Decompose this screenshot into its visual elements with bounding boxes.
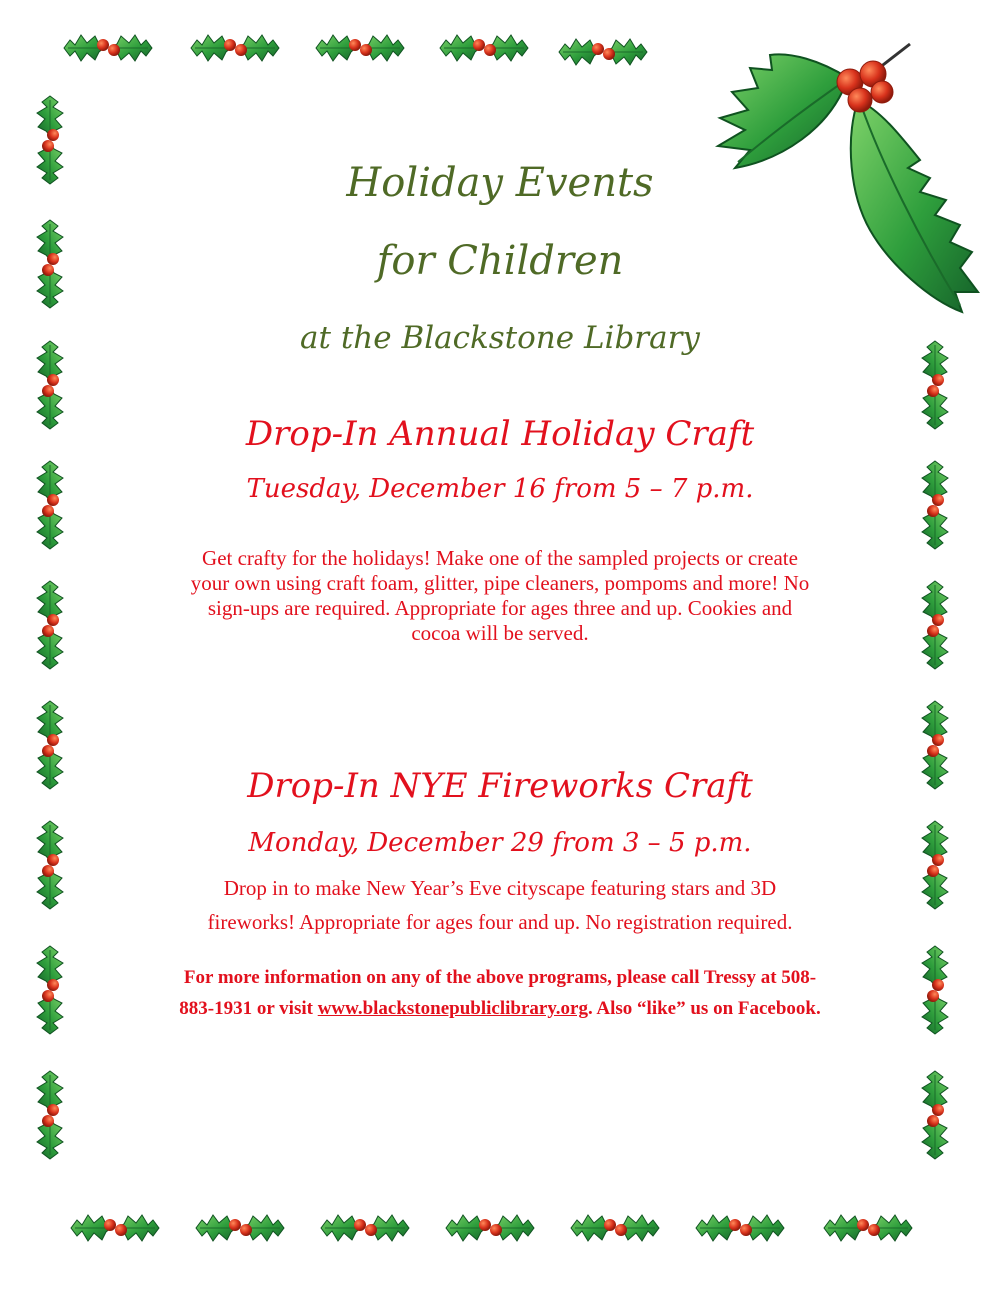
page-title-line-2: for Children — [376, 238, 624, 284]
event-1-date: Tuesday, December 16 from 5 – 7 p.m. — [246, 474, 754, 504]
info-line-1: For more information on any of the above programs, please call Tressy at 508- — [183, 967, 817, 988]
event-1-description-line: sign-ups are required. Appropriate for ages three and up. Cookies and — [207, 596, 793, 620]
info-line-2 — [0, 993, 1000, 1024]
event-1-title: Drop-In Annual Holiday Craft — [245, 414, 755, 454]
event-2-description-line: fireworks! Appropriate for ages four and up. No registration required. — [207, 910, 793, 934]
library-website-link[interactable]: www.blackstonepubliclibrary.org — [317, 998, 588, 1019]
page-title-line-1: Holiday Events — [346, 160, 654, 206]
event-2-date: Monday, December 29 from 3 – 5 p.m. — [248, 828, 752, 858]
info-line-2-prefix: 883-1931 or visit — [179, 998, 318, 1019]
event-2-title: Drop-In NYE Fireworks Craft — [247, 766, 753, 806]
event-1-description-line: your own using craft foam, glitter, pipe cleaners, pompoms and more! No — [190, 571, 810, 595]
info-line-2-suffix: . Also “like” us on Facebook. — [587, 998, 821, 1019]
event-1-description-line: Get crafty for the holidays! Make one of the sampled projects or create — [202, 546, 798, 570]
event-1-description-line: cocoa will be served. — [411, 621, 589, 645]
event-2-description-line: Drop in to make New Year’s Eve cityscape featuring stars and 3D — [223, 876, 777, 900]
page-subtitle: at the Blackstone Library — [300, 320, 700, 356]
